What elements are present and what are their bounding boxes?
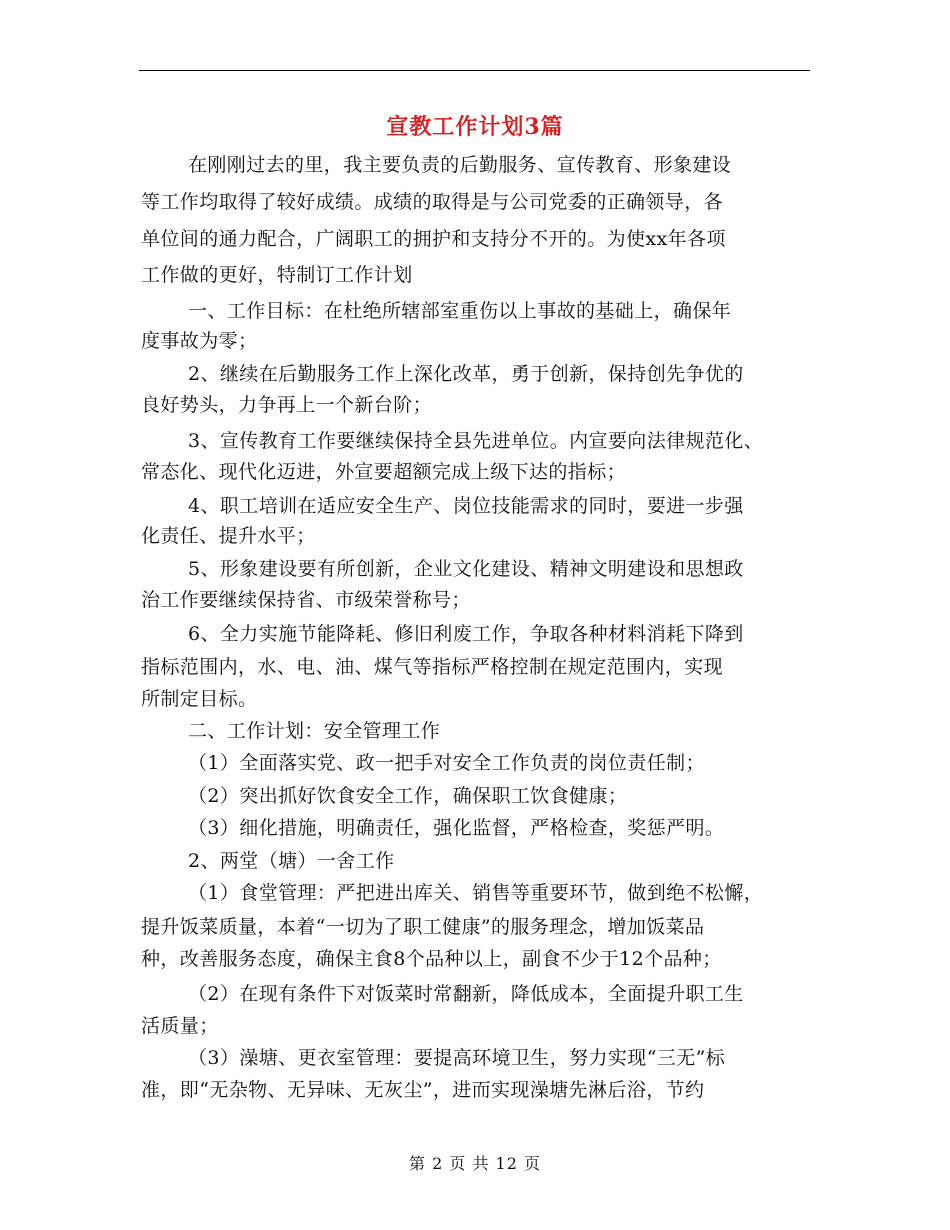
body-line: （1）全面落实党、政一把手对安全工作负责的岗位责任制； [188, 752, 705, 774]
body-line: 4、职工培训在适应安全生产、岗位技能需求的同时，要进一步强 [188, 495, 744, 517]
body-line: 指标范围内，水、电、油、煤气等指标严格控制在规定范围内，实现 [141, 656, 724, 678]
body-line: 治工作要继续保持省、市级荣誉称号； [141, 589, 471, 611]
body-line: 3、宣传教育工作要继续保持全县先进单位。内宣要向法律规范化、 [188, 430, 764, 452]
body-line: （1）食堂管理：严把进出库关、销售等重要环节，做到绝不松懈， [188, 882, 764, 904]
body-line: 5、形象建设要有所创新，企业文化建设、精神文明建设和思想政 [188, 558, 744, 580]
body-line: 工作做的更好，特制订工作计划 [141, 264, 413, 286]
body-line: 单位间的通力配合，广阔职工的拥护和支持分不开的。为使xx年各项 [141, 228, 726, 250]
body-line: 准，即“无杂物、无异味、无灰尘”，进而实现澡塘先淋后浴，节约 [141, 1079, 705, 1101]
body-line: 二、工作计划：安全管理工作 [188, 720, 441, 742]
body-line: 2、继续在后勤服务工作上深化改革，勇于创新，保持创先争优的 [188, 363, 744, 385]
body-line: （2）在现有条件下对饭菜时常翻新，降低成本，全面提升职工生 [188, 983, 744, 1005]
body-line: 度事故为零； [141, 330, 258, 352]
body-line: （3）澡塘、更衣室管理：要提高环境卫生，努力实现“三无”标 [188, 1047, 726, 1069]
body-line: 在刚刚过去的里，我主要负责的后勤服务、宣传教育、形象建设 [188, 154, 732, 176]
body-line: 2、两堂（塘）一舍工作 [188, 850, 395, 872]
body-line: 等工作均取得了较好成绩。成绩的取得是与公司党委的正确领导，各 [141, 191, 724, 213]
body-line: 6、全力实施节能降耗、修旧利废工作，争取各种材料消耗下降到 [188, 623, 744, 645]
body-line: 所制定目标。 [141, 688, 258, 710]
body-line: （3）细化措施，明确责任，强化监督，严格检查，奖惩严明。 [188, 817, 725, 839]
body-line: 提升饭菜质量，本着“一切为了职工健康”的服务理念，增加饭菜品 [141, 916, 705, 938]
body-line: 一、工作目标：在杜绝所辖部室重伤以上事故的基础上，确保年 [188, 300, 732, 322]
body-line: 良好势头，力争再上一个新台阶； [141, 394, 433, 416]
document-title: 宣教工作计划3篇 [386, 114, 564, 140]
body-line: （2）突出抓好饮食安全工作，确保职工饮食健康； [188, 785, 628, 807]
body-line: 种，改善服务态度，确保主食8个品种以上，副食不少于12个品种； [141, 948, 722, 970]
body-line: 化责任、提升水平； [141, 525, 316, 547]
body-line: 常态化、现代化迈进，外宣要超额完成上级下达的指标； [141, 461, 627, 483]
page-footer: 第 2 页 共 12 页 [409, 1154, 541, 1173]
body-line: 活质量； [141, 1015, 219, 1037]
